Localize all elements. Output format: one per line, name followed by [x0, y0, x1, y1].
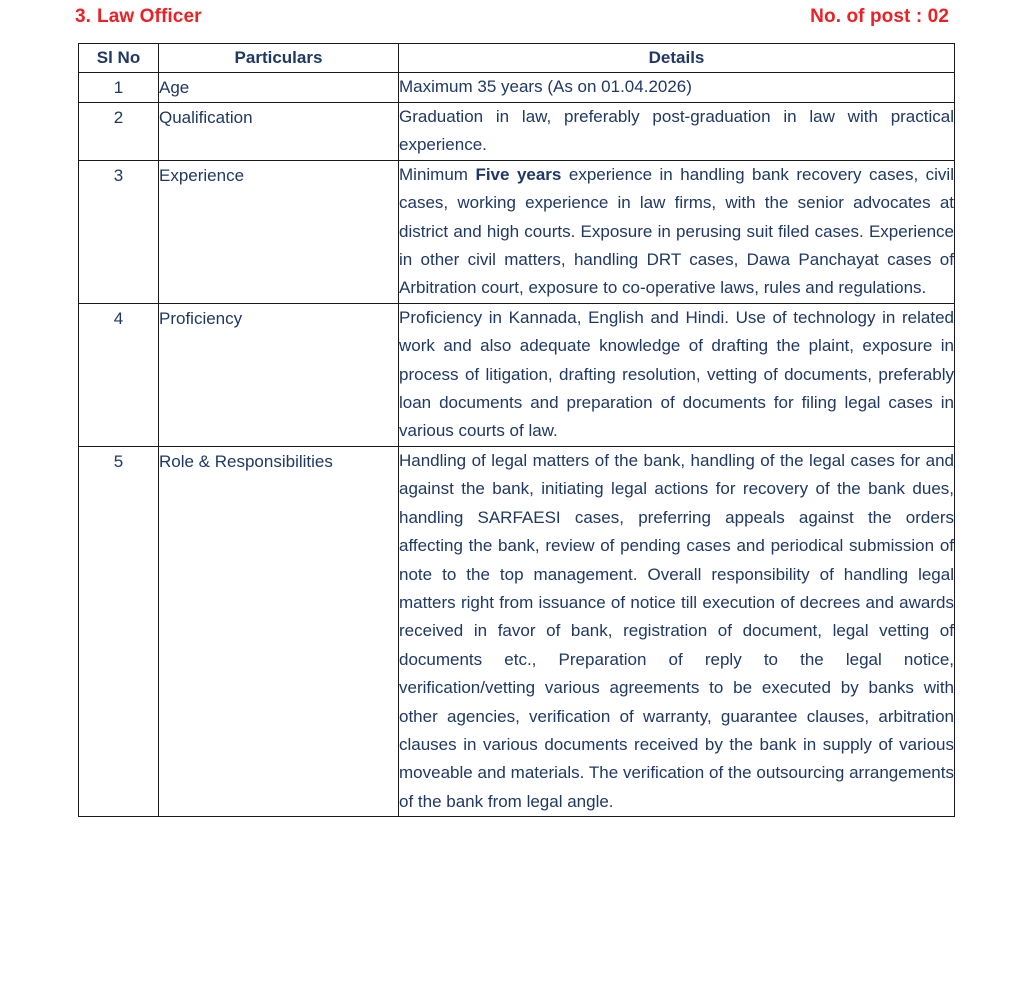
details-emphasis: Five years	[475, 164, 562, 184]
table-row	[79, 73, 955, 103]
table-row	[79, 160, 955, 303]
cell-particulars: Proficiency	[159, 303, 399, 446]
cell-particulars: Age	[159, 73, 399, 103]
cell-sl-no: 2	[79, 103, 159, 161]
cell-details	[399, 103, 955, 161]
cell-sl-no: 5	[79, 446, 159, 816]
specification-table	[78, 43, 955, 817]
table-row	[79, 303, 955, 446]
column-header-sl-no: Sl No	[79, 44, 159, 73]
table-header-row	[79, 44, 955, 73]
post-title-text: Law Officer	[97, 6, 202, 27]
table-row	[79, 446, 955, 816]
cell-details	[399, 303, 955, 446]
post-count-label: No. of post : 02	[810, 6, 949, 27]
page-title	[75, 6, 202, 28]
table-row	[79, 103, 955, 161]
details-text: Handling of legal matters of the bank, handling of the legal cases for and against the bank, initiating legal actions for recovery of the bank dues, handling SARFAESI cases, preferring appeals against the orders affecting the bank, review of pending cases and periodical submission of note to the top management. Overall responsibility of handling legal matters right from issuance of notice till execution of decrees and awards received in favor of bank, registration of document, legal vetting of documents etc., Preparation of reply to the legal notice, verification/vetting various agreements to be executed by banks with other agencies, verification of warranty, guarantee clauses, arbitration clauses in various documents received by the bank in supply of various moveable and materials. The verification of the outsourcing arrangements of the bank from legal angle.	[399, 450, 954, 811]
details-text: Maximum 35 years (As on 01.04.2026)	[399, 77, 692, 96]
details-text: Minimum	[399, 164, 476, 184]
post-number: 3.	[75, 6, 92, 27]
cell-sl-no: 3	[79, 160, 159, 303]
cell-details	[399, 446, 955, 816]
column-header-particulars: Particulars	[159, 44, 399, 73]
cell-sl-no: 1	[79, 73, 159, 103]
cell-sl-no: 4	[79, 303, 159, 446]
details-text: Graduation in law, preferably post-graduation in law with practical experience.	[399, 107, 954, 155]
cell-details	[399, 160, 955, 303]
column-header-details: Details	[399, 44, 955, 73]
details-text: Proficiency in Kannada, English and Hindi. Use of technology in related work and also adequate knowledge of drafting the plaint, exposure in process of litigation, drafting resolution, vetting of documents, preferably loan documents and preparation of documents for filing legal cases in various courts of law.	[399, 307, 954, 441]
post-heading-row	[0, 6, 1024, 36]
specification-table-wrapper	[78, 43, 954, 817]
cell-particulars: Qualification	[159, 103, 399, 161]
details-text-tail: experience in handling bank recovery cases, civil cases, working experience in law firms, with the senior advocates at district and high courts. Exposure in perusing suit filed cases. Experience in other civil matters, handling DRT cases, Dawa Panchayat cases of Arbitration court, exposure to co-operative laws, rules and regulations.	[399, 164, 954, 298]
cell-details	[399, 73, 955, 103]
cell-particulars: Role & Responsibilities	[159, 446, 399, 816]
cell-particulars: Experience	[159, 160, 399, 303]
